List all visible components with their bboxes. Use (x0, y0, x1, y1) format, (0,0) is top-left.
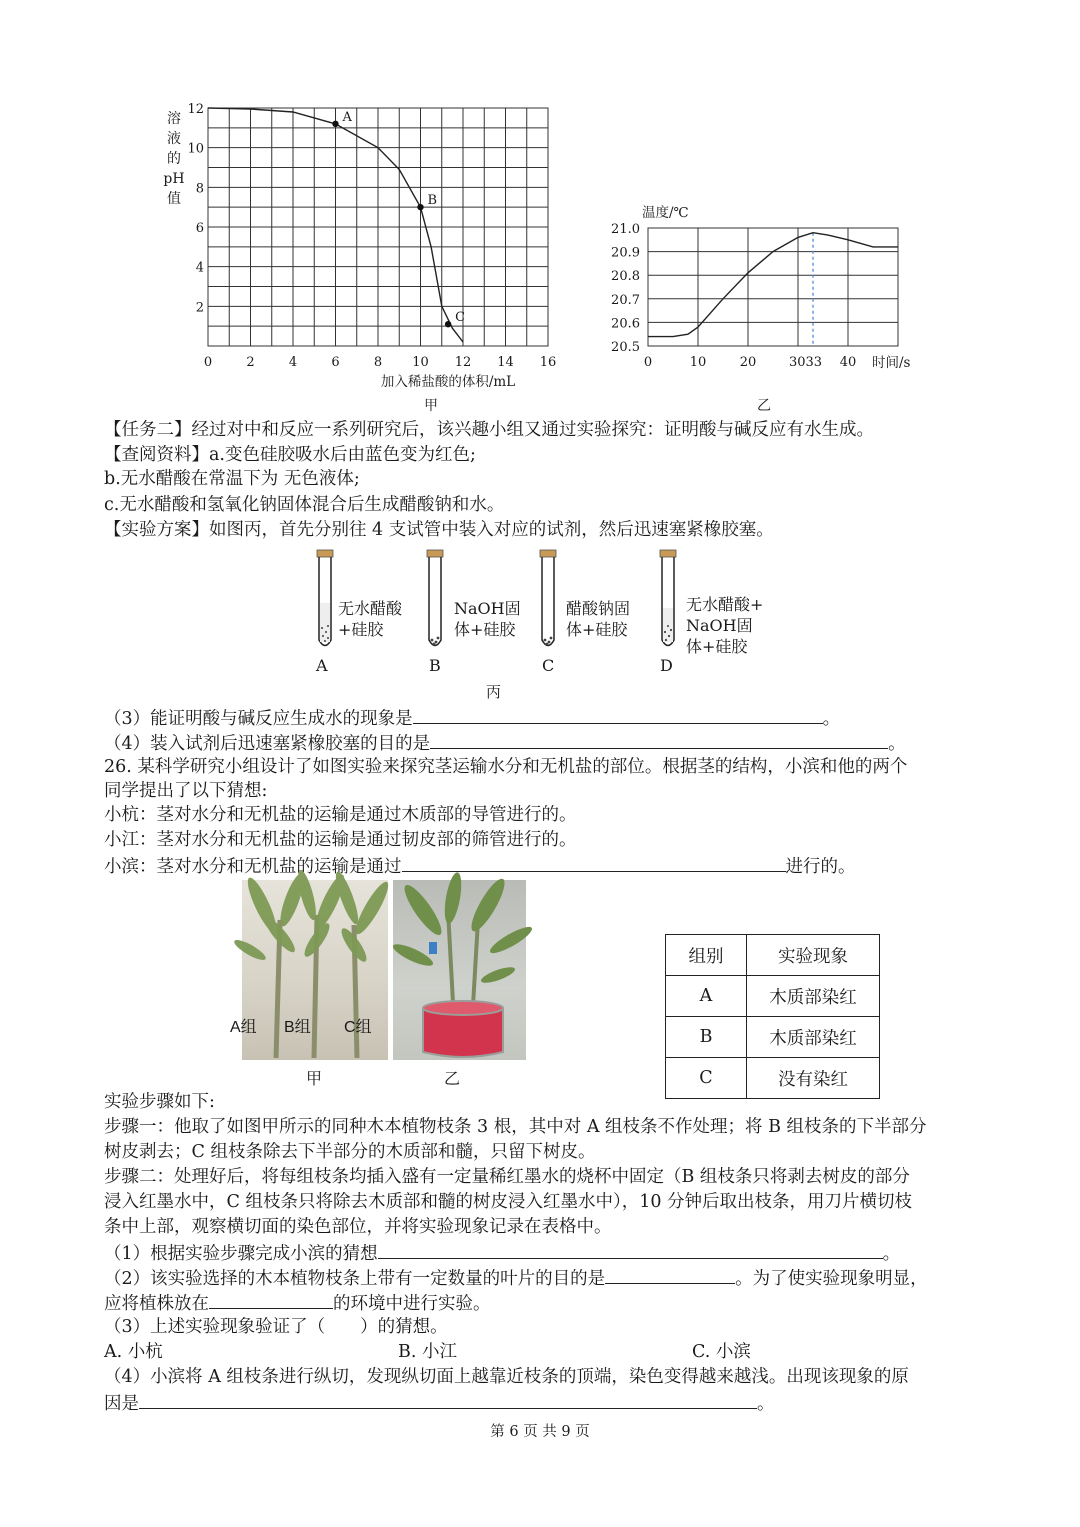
problem-26-line2: 同学提出了以下猜想: (104, 781, 268, 801)
chart-yi-y-tick: 20.9 (611, 245, 640, 261)
branch-label-a: A组 (230, 1019, 257, 1036)
results-table (665, 934, 880, 1099)
photo-yi-beaker (393, 880, 526, 1060)
reference-a: 【查阅资料】a.变色硅胶吸水后由蓝色变为红色; (104, 445, 476, 465)
table-header-row (666, 935, 880, 976)
hypothesis-jiang: 小江：茎对水分和无机盐的运输是通过韧皮部的筛管进行的。 (104, 830, 577, 850)
tube-b-label: NaOH固 体+硅胶 (454, 599, 521, 639)
chart-jia-y-tick: 10 (187, 141, 204, 157)
step2-line2: 浸入红墨水中，C 组枝条只将除去木质部和髓的树皮浸入红墨水中），10 分钟后取出枝条，用刀片横切枝 (104, 1192, 913, 1212)
chart-jia-x-tick: 12 (454, 355, 472, 370)
branch-label-c: C组 (344, 1019, 372, 1036)
question-4: （4）装入试剂后迅速塞紧橡胶塞的目的是 。 (104, 730, 906, 756)
photo-yi-caption: 乙 (444, 1069, 461, 1088)
chart-jia-xlabel: 加入稀盐酸的体积/mL (380, 374, 516, 390)
chart-jia-point-label: B (427, 193, 438, 209)
experiment-plan: 【实验方案】如图丙，首先分别往 4 支试管中装入对应的试剂，然后迅速塞紧橡胶塞。 (104, 520, 774, 540)
table-row: A 木质部染红 (666, 976, 880, 1017)
chart-yi-y-tick: 20.8 (611, 269, 640, 285)
answer-blank-q3[interactable] (413, 705, 823, 724)
chart-jia-y-tick: 8 (195, 181, 204, 197)
chart-jia-x-tick: 0 (203, 355, 213, 370)
chart-yi-x-tick: 10 (689, 355, 707, 370)
test-tube-d (653, 548, 683, 658)
chart-yi-y-tick: 21.0 (611, 222, 640, 237)
chart-jia-y-tick: 6 (195, 221, 204, 236)
hypothesis-hang: 小杭：茎对水分和无机盐的运输是通过木质部的导管进行的。 (104, 805, 577, 825)
chart-jia-point-label: A (342, 109, 352, 125)
chart-yi-y-tick: 20.7 (611, 292, 640, 308)
p26-question-2: （2）该实验选择的木本植物枝条上带有一定数量的叶片的目的是 。为了使实验现象明显， (104, 1265, 928, 1291)
figure-bing-caption: 丙 (486, 683, 502, 701)
chart-jia-caption: 甲 (424, 398, 438, 414)
chart-jia-x-tick: 8 (373, 355, 383, 370)
chart-jia-point-label: C (455, 310, 466, 326)
test-tube-a (310, 548, 340, 658)
chart-yi-y-tick: 20.5 (611, 340, 640, 355)
chart-jia-point-b (417, 204, 423, 210)
tube-d-letter: D (660, 656, 673, 675)
chart-yi-x-tick: 20 (739, 355, 757, 370)
chart-yi-x-tick: 0 (643, 355, 653, 370)
tube-c-letter: C (542, 656, 555, 675)
table-header-phenomenon: 实验现象 (747, 935, 880, 976)
chart-yi (600, 200, 940, 415)
step2-line1: 步骤二：处理好后，将每组枝条均插入盛有一定量稀红墨水的烧杯中固定（B 组枝条只将剥去树皮的部分 (104, 1167, 910, 1187)
step1-line1: 步骤一：他取了如图甲所示的同种木本植物枝条 3 根，其中对 A 组枝条不作处理；将 B 组枝条的下半部分 (104, 1117, 927, 1137)
hypothesis-bin: 小滨：茎对水分和无机盐的运输是通过 进行的。 (104, 853, 856, 879)
answer-blank-q4[interactable] (430, 730, 888, 749)
question-3: （3）能证明酸与碱反应生成水的现象是 。 (104, 705, 840, 731)
chart-jia-ylabel-char: 值 (167, 191, 181, 207)
option-c[interactable]: C. 小滨 (692, 1342, 751, 1362)
chart-jia-x-tick: 4 (288, 355, 298, 370)
photo-jia-branches (230, 880, 388, 1060)
chart-jia-ylabel-char: pH (163, 171, 185, 187)
chart-yi-x-tick: 40 (839, 355, 857, 370)
chart-yi-frame (648, 228, 898, 346)
tube-d-label: 无水醋酸+ NaOH固 体+硅胶 (686, 595, 764, 656)
chart-jia-point-a (332, 121, 338, 127)
chart-jia-ylabel-char: 液 (167, 131, 181, 147)
problem-26-line1: 26. 某科学研究小组设计了如图实验来探究茎运输水分和无机盐的部位。根据茎的结构，小滨和他的两个 (104, 757, 908, 777)
branch-label-b: B组 (284, 1019, 311, 1036)
chart-jia-x-tick: 14 (497, 355, 514, 370)
table-header-group: 组别 (666, 935, 747, 976)
page-footer: 第 6 页 共 9 页 (490, 1424, 590, 1440)
chart-jia-x-tick: 6 (331, 355, 340, 370)
chart-jia-x-tick: 16 (539, 355, 557, 370)
tube-a-label: 无水醋酸 +硅胶 (338, 599, 403, 639)
chart-jia-y-tick: 12 (187, 102, 204, 117)
tube-a-letter: A (316, 656, 328, 675)
reference-c: c.无水醋酸和氢氧化钠固体混合后生成醋酸钠和水。 (104, 495, 505, 515)
table-row: B 木质部染红 (666, 1017, 880, 1058)
test-tube-b (420, 548, 450, 658)
tube-c-label: 醋酸钠固 体+硅胶 (566, 599, 631, 639)
answer-blank-p26-q1[interactable] (378, 1240, 883, 1259)
reference-b: b.无水醋酸在常温下为 无色液体; (104, 469, 360, 489)
answer-blank-p26-q4[interactable] (139, 1390, 757, 1409)
chart-jia-x-tick: 2 (246, 355, 255, 370)
chart-jia-point-c (445, 321, 451, 327)
task2-title: 【任务二】经过对中和反应一系列研究后，该兴趣小组又通过实验探究：证明酸与碱反应有水生成。 (104, 420, 874, 440)
answer-blank-p26-q2a[interactable] (605, 1265, 735, 1284)
test-tube-c (533, 548, 563, 658)
chart-yi-caption: 乙 (757, 398, 771, 414)
chart-yi-x-tick: 3033 (788, 355, 823, 370)
option-a[interactable]: A. 小杭 (104, 1342, 163, 1362)
p26-question-2-cont: 应将植株放在 的环境中进行实验。 (104, 1290, 491, 1316)
chart-jia-y-tick: 2 (195, 300, 204, 316)
chart-yi-xlabel: 时间/s (872, 355, 911, 371)
chart-jia (150, 95, 570, 415)
steps-title: 实验步骤如下: (104, 1092, 215, 1112)
p26-question-4-cont: 因是 。 (104, 1390, 775, 1416)
chart-jia-x-tick: 10 (412, 355, 429, 370)
step1-line2: 树皮剥去；C 组枝条除去下半部分的木质部和髓，只留下树皮。 (104, 1142, 596, 1162)
step2-line3: 条中上部，观察横切面的染色部位，并将实验现象记录在表格中。 (104, 1217, 612, 1237)
p26-question-4: （4）小滨将 A 组枝条进行纵切，发现纵切面上越靠近枝条的顶端，染色变得越来越浅。出现该现象的原 (104, 1367, 909, 1387)
chart-yi-temperature-curve (648, 233, 898, 337)
answer-blank-p26-q2b[interactable] (209, 1290, 333, 1309)
chart-jia-ylabel-char: 溶 (167, 111, 181, 127)
table-row: C 没有染红 (666, 1058, 880, 1099)
chart-jia-ylabel-char: 的 (167, 151, 181, 167)
answer-blank-bin[interactable] (402, 853, 786, 872)
tube-b-letter: B (429, 656, 441, 675)
p26-question-1: （1）根据实验步骤完成小滨的猜想 。 (104, 1240, 900, 1266)
chart-jia-y-tick: 4 (195, 260, 204, 276)
chart-yi-ylabel: 温度/℃ (642, 205, 689, 221)
figure-bing (300, 548, 800, 703)
option-b[interactable]: B. 小江 (398, 1342, 457, 1362)
photo-jia-caption: 甲 (306, 1069, 323, 1088)
p26-question-3: （3）上述实验现象验证了（ ）的猜想。 (104, 1317, 448, 1337)
chart-yi-y-tick: 20.6 (611, 316, 640, 332)
